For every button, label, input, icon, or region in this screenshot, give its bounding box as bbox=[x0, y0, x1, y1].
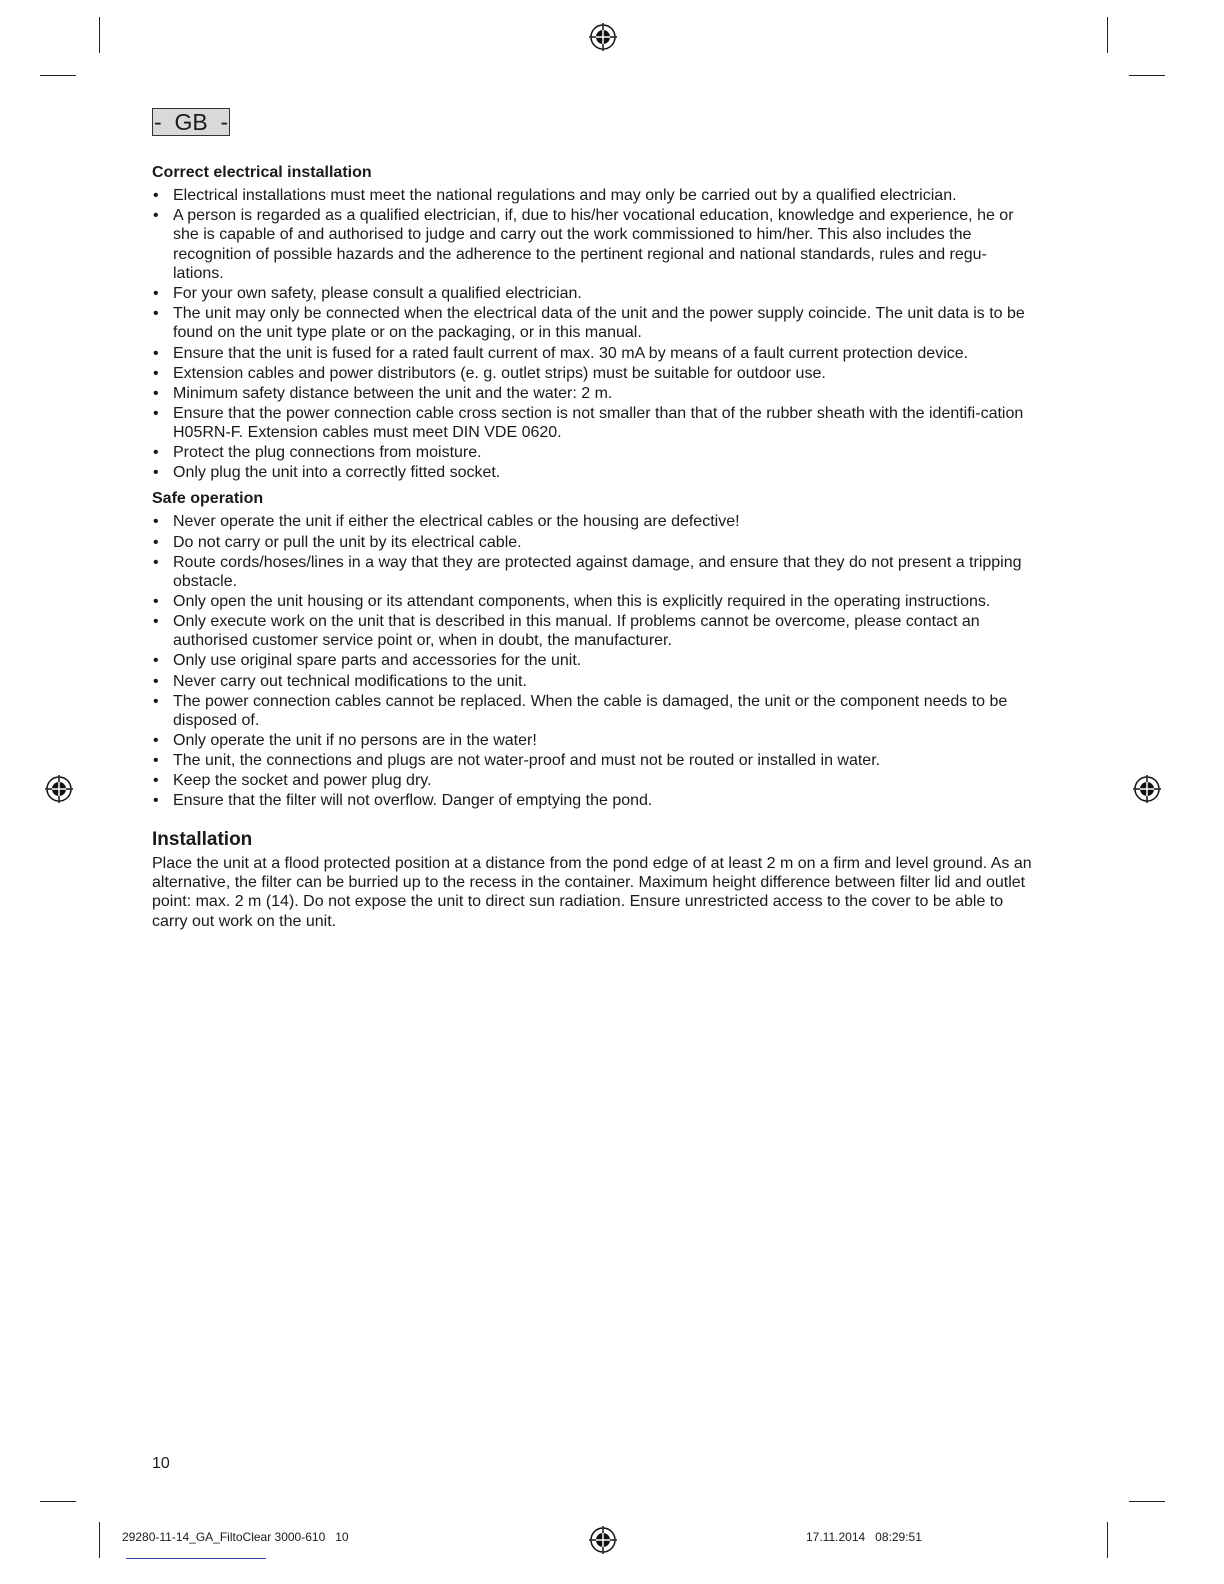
list-item: • Ensure that the power connection cable cross section is not smaller than that of the rubber sheath with the identifi-cation H05RN-F. Extension cables must meet DIN VDE 0620. bbox=[152, 404, 1037, 443]
list-item: • Ensure that the filter will not overflow. Danger of emptying the pond. bbox=[152, 791, 1037, 810]
installation-heading: Installation bbox=[152, 828, 253, 850]
list-item: • Only execute work on the unit that is described in this manual. If problems cannot be overcome, please contact an authorised customer service point or, when in doubt, the manufacturer. bbox=[152, 612, 1037, 651]
crop-mark-icon bbox=[1129, 1501, 1165, 1502]
safe-operation-list bbox=[152, 512, 1037, 810]
list-item: • Only open the unit housing or its attendant components, when this is explicitly required in the operating instructions. bbox=[152, 592, 1037, 611]
list-item: • Only operate the unit if no persons are in the water! bbox=[152, 731, 1037, 750]
list-item: • A person is regarded as a qualified electrician, if, due to his/her vocational education, knowledge and experience, he or she is capable of and authorised to judge and carry out the work commissioned to him/her. This also includes the recognition of possible hazards and the adherence to the pertinent regional and national standards, rules and regu-lations. bbox=[152, 206, 1037, 283]
crop-mark-icon bbox=[1129, 75, 1165, 76]
list-item: • For your own safety, please consult a qualified electrician. bbox=[152, 284, 1037, 303]
list-item: • The unit, the connections and plugs are not water-proof and must not be routed or installed in water. bbox=[152, 751, 1037, 770]
list-item: • Protect the plug connections from moisture. bbox=[152, 443, 1037, 462]
footer-rule bbox=[126, 1558, 266, 1559]
registration-mark-icon bbox=[1132, 774, 1162, 804]
crop-mark-icon bbox=[99, 1522, 100, 1558]
crop-mark-icon bbox=[40, 1501, 76, 1502]
footer-timestamp: 17.11.2014 08:29:51 bbox=[806, 1530, 922, 1544]
registration-mark-icon bbox=[588, 1525, 618, 1555]
installation-text: Place the unit at a flood protected position at a distance from the pond edge of at least 2 m on a firm and level ground. As an alternative, the filter can be burried up to the recess in the container. Maximum height difference between filter lid and outlet point: max. 2 m (14). Do not expose the unit to direct sun radiation. Ensure unrestricted access to the cover to be able to carry out work on the unit. bbox=[152, 854, 1032, 930]
crop-mark-icon bbox=[1107, 1522, 1108, 1558]
list-item: • Only use original spare parts and accessories for the unit. bbox=[152, 651, 1037, 670]
page-content bbox=[152, 163, 1037, 931]
crop-mark-icon bbox=[99, 17, 100, 53]
crop-mark-icon bbox=[1107, 17, 1108, 53]
electrical-installation-list bbox=[152, 186, 1037, 483]
list-item: • Do not carry or pull the unit by its electrical cable. bbox=[152, 533, 1037, 552]
list-item: • Only plug the unit into a correctly fitted socket. bbox=[152, 463, 1037, 482]
list-item: • Keep the socket and power plug dry. bbox=[152, 771, 1037, 790]
list-item: • Extension cables and power distributors (e. g. outlet strips) must be suitable for outdoor use. bbox=[152, 364, 1037, 383]
list-item: • Minimum safety distance between the unit and the water: 2 m. bbox=[152, 384, 1037, 403]
language-tab: - GB - bbox=[154, 109, 229, 135]
list-item: • Never operate the unit if either the electrical cables or the housing are defective! bbox=[152, 512, 1037, 531]
footer-file-name: 29280-11-14_GA_FiltoClear 3000-610 10 bbox=[122, 1530, 349, 1544]
list-item: • Never carry out technical modifications to the unit. bbox=[152, 672, 1037, 691]
list-item: • Ensure that the unit is fused for a rated fault current of max. 30 mA by means of a fault current protection device. bbox=[152, 344, 1037, 363]
crop-mark-icon bbox=[40, 75, 76, 76]
safe-operation-heading: Safe operation bbox=[152, 490, 264, 508]
registration-mark-icon bbox=[44, 774, 74, 804]
list-item: • The power connection cables cannot be replaced. When the cable is damaged, the unit or the component needs to be disposed of. bbox=[152, 692, 1037, 731]
electrical-installation-heading: Correct electrical installation bbox=[152, 164, 372, 181]
list-item: • The unit may only be connected when the electrical data of the unit and the power supply coincide. The unit data is to be found on the unit type plate or on the packaging, or in this manual. bbox=[152, 304, 1037, 343]
list-item: • Electrical installations must meet the national regulations and may only be carried out by a qualified electrician. bbox=[152, 186, 1037, 205]
list-item: • Route cords/hoses/lines in a way that they are protected against damage, and ensure that they do not present a tripping obstacle. bbox=[152, 553, 1037, 592]
page-number: 10 bbox=[152, 1455, 170, 1472]
registration-mark-icon bbox=[588, 22, 618, 52]
